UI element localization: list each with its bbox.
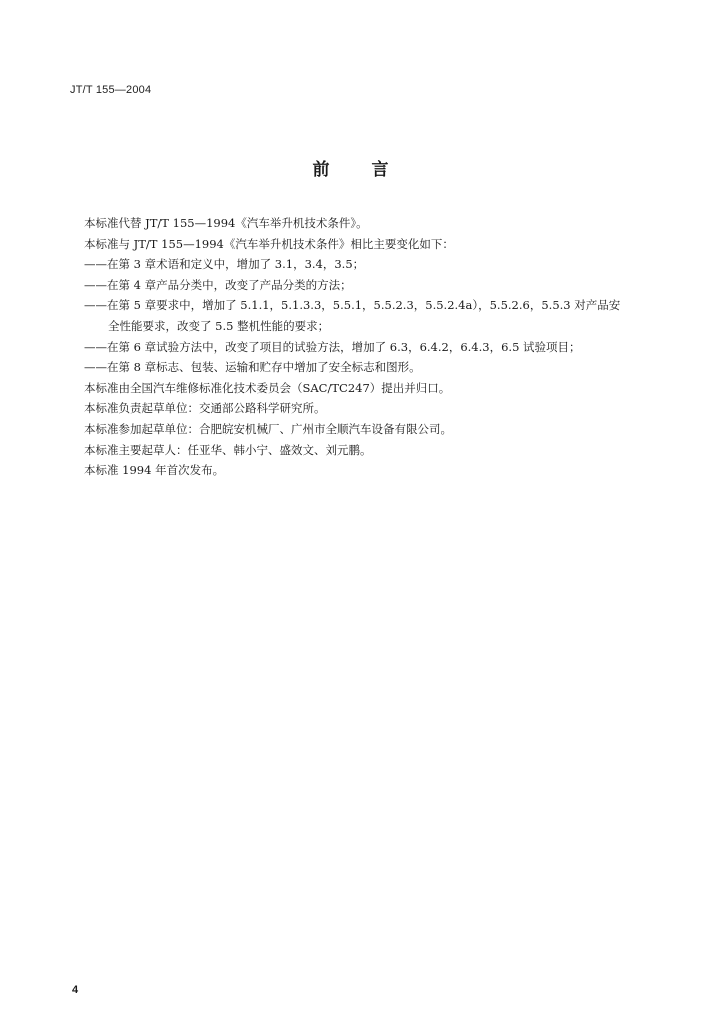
change-item-continuation: 全性能要求，改变了 5.5 整机性能的要求；	[108, 318, 330, 333]
change-item-text: ——在第 4 章产品分类中，改变了产品分类的方法；	[84, 277, 352, 292]
foreword-body	[84, 213, 644, 481]
standard-code-header: JT/T 155—2004	[70, 84, 152, 96]
change-item-text: ——在第 3 章术语和定义中，增加了 3.1，3.4，3.5；	[84, 257, 365, 272]
change-item	[84, 295, 644, 336]
change-item-text: ——在第 5 章要求中，增加了 5.1.1，5.1.3.3，5.5.1，5.5.2.3，5.5.2.4a），5.5.2.6，5.5.3 对产品安	[84, 298, 621, 313]
replaces-statement: 本标准代替 JT/T 155—1994《汽车举升机技术条件》。	[84, 216, 368, 230]
page-title	[0, 155, 701, 180]
first-issue-statement: 本标准 1994 年首次发布。	[84, 463, 225, 478]
page-number: 4	[72, 984, 79, 996]
change-item-text: ——在第 8 章标志、包装、运输和贮存中增加了安全标志和图形。	[84, 360, 421, 375]
change-item-text: ——在第 6 章试验方法中，改变了项目的试验方法，增加了 6.3，6.4.2，6.4.3，6.5 试验项目；	[84, 339, 581, 354]
change-item	[84, 337, 644, 358]
participating-units-statement: 本标准参加起草单位：合肥皖安机械厂、广州市全顺汽车设备有限公司。	[84, 421, 452, 436]
responsible-unit-statement: 本标准负责起草单位：交通部公路科学研究所。	[84, 401, 326, 416]
change-item	[84, 357, 644, 378]
drafters-statement: 本标准主要起草人：任亚华、韩小宁、盛效文、刘元鹏。	[84, 442, 372, 457]
title-char-1: 前	[312, 160, 330, 180]
title-char-2: 言	[371, 160, 389, 180]
change-item	[84, 275, 644, 296]
change-item	[84, 254, 644, 275]
proposed-by-statement: 本标准由全国汽车维修标准化技术委员会（SAC/TC247）提出并归口。	[84, 380, 451, 395]
changes-intro: 本标准与 JT/T 155—1994《汽车举升机技术条件》相比主要变化如下：	[84, 236, 454, 251]
